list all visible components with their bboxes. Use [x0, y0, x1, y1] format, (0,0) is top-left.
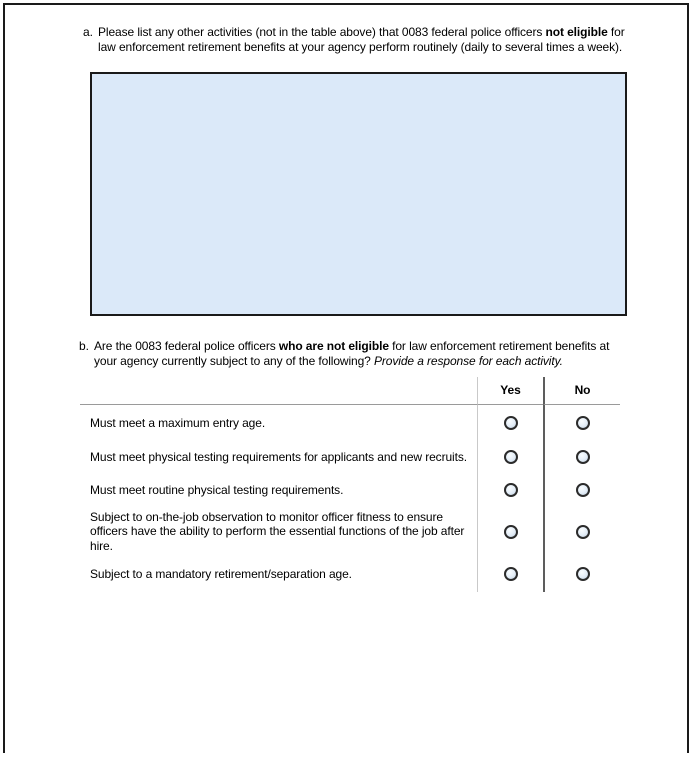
- question-a-text-part1: Please list any other activities (not in the table above) that 0083 federal police officers: [98, 25, 546, 39]
- question-b-text-part1: Are the 0083 federal police officers: [94, 339, 279, 353]
- table-row-yes-cell: [477, 507, 543, 556]
- radio-no-row-2[interactable]: [576, 483, 590, 497]
- radio-no-row-3[interactable]: [576, 525, 590, 539]
- radio-yes-row-2[interactable]: [504, 483, 518, 497]
- radio-no-row-0[interactable]: [576, 416, 590, 430]
- table-row-yes-cell: [477, 441, 543, 473]
- question-b-text-bold: who are not eligible: [278, 339, 389, 353]
- radio-yes-row-0[interactable]: [504, 416, 518, 430]
- question-a: [83, 25, 634, 54]
- other-activities-textarea[interactable]: [90, 72, 627, 316]
- radio-yes-row-3[interactable]: [504, 525, 518, 539]
- table-row-no-cell: [543, 556, 620, 592]
- question-b-text: [94, 339, 627, 368]
- radio-yes-row-4[interactable]: [504, 567, 518, 581]
- radio-yes-row-1[interactable]: [504, 450, 518, 464]
- header-activity-cell: [80, 377, 477, 405]
- table-row-activity-label: Must meet routine physical testing requirements.: [90, 482, 344, 497]
- table-row-activity-label: Subject to a mandatory retirement/separation age.: [90, 566, 352, 581]
- radio-no-row-1[interactable]: [576, 450, 590, 464]
- question-b-text-part2: for law enforcement retirement benefits at your agency currently subject to any of the following?: [94, 339, 610, 368]
- table-row-activity-label: Must meet a maximum entry age.: [90, 415, 266, 430]
- question-a-text-part2: for law enforcement retirement benefits at your agency perform routinely (daily to several times a week).: [98, 25, 625, 54]
- response-table: [80, 377, 620, 592]
- table-row-yes-cell: [477, 556, 543, 592]
- question-a-text-bold: not eligible: [545, 25, 608, 39]
- table-row-no-cell: [543, 405, 620, 441]
- question-a-label: a.: [83, 25, 93, 39]
- header-no: No: [543, 377, 620, 405]
- question-a-text: [98, 25, 634, 54]
- table-row-activity-label: Must meet physical testing requirements for applicants and new recruits.: [90, 449, 467, 464]
- table-row-yes-cell: [477, 405, 543, 441]
- radio-no-row-4[interactable]: [576, 567, 590, 581]
- question-b-label: b.: [79, 339, 89, 353]
- table-row-no-cell: [543, 473, 620, 507]
- question-b: [79, 339, 627, 368]
- table-row-no-cell: [543, 507, 620, 556]
- header-yes: Yes: [477, 377, 543, 405]
- table-row-activity-label: Subject to on-the-job observation to monitor officer fitness to ensure officers have the ability to perform the essential functions of the job after hire.: [90, 509, 465, 553]
- question-b-text-italic: Provide a response for each activity.: [374, 353, 563, 368]
- table-row-no-cell: [543, 441, 620, 473]
- table-row-yes-cell: [477, 473, 543, 507]
